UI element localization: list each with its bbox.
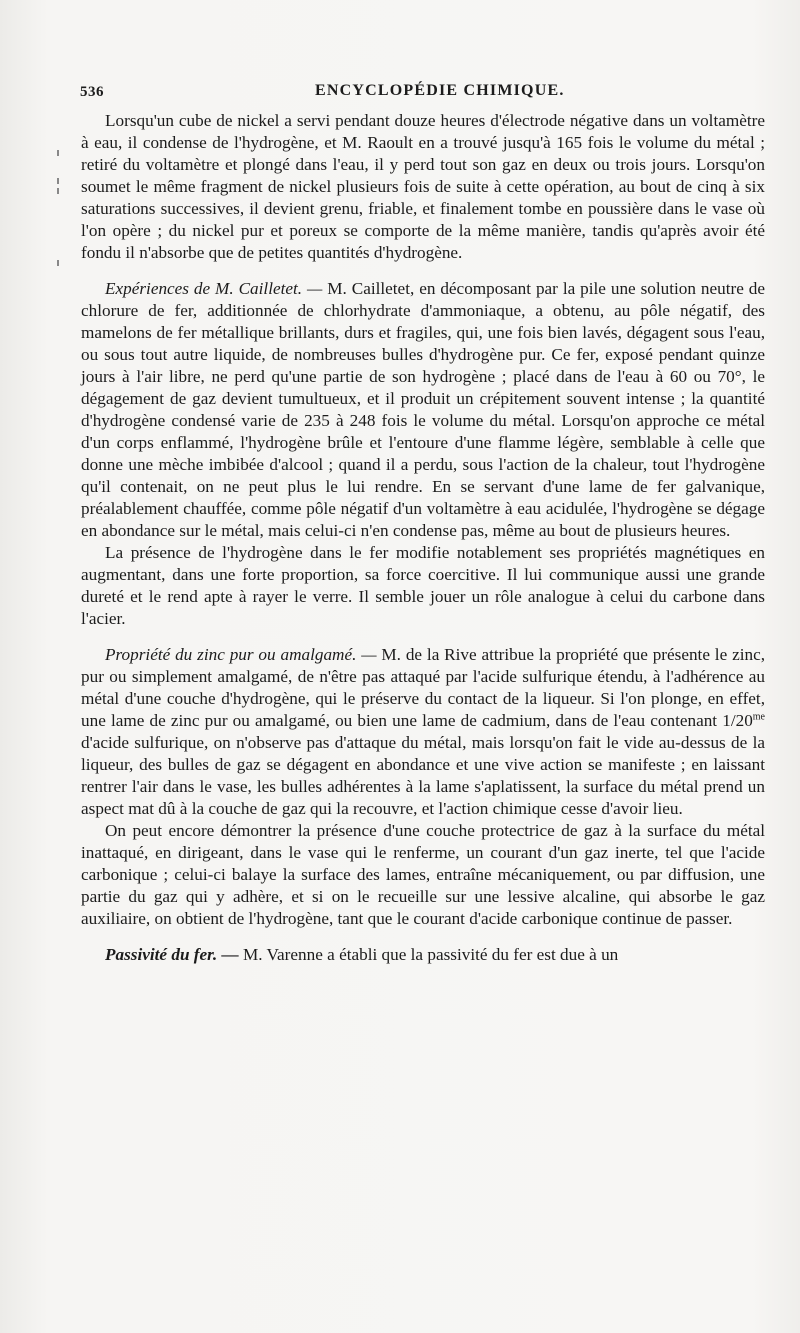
paragraph-cailletet — [81, 278, 765, 542]
margin-mark — [57, 188, 59, 194]
section-heading-cailletet: Expériences de M. Cailletet. — — [105, 279, 328, 298]
paragraph-magnetism — [81, 542, 765, 630]
page-body — [81, 110, 765, 966]
paragraph-text: On peut encore démontrer la présence d'une couche protectrice de gaz à la surface du métal inattaqué, en dirigeant, dans le vase qui le renferme, un courant d'un gaz inerte, tel que l'acide carbonique ; celui-ci balaye la surface des lames, entraîne mécaniquement, ou par diffusion, une partie du gaz qui y adhère, et si on le recueille sur une lessive alcaline, qui absorbe le gaz auxiliaire, on obtient de l'hydrogène, tant que le courant d'acide carbonique continue de passer. — [81, 821, 765, 928]
page-number: 536 — [80, 84, 104, 100]
paragraph-text: M. de la Rive attribue la propriété que présente le zinc, pur ou simplement amalgamé, de n'être pas attaqué par l'acide sulfurique étendu, à l'adhérence au métal d'une couche d'hydrogène, qui le préserve du contact de la liqueur. Si l'on plonge, en effet, une lame de zinc pur ou amalgamé, ou bien une lame de cadmium, dans de l'eau contenant 1/20 — [81, 645, 765, 730]
margin-mark — [57, 150, 59, 156]
paragraph-text-tail: d'acide sulfurique, on n'observe pas d'attaque du métal, mais lorsqu'on fait le vide au-dessus de la liqueur, des bulles de gaz se dégagent en abondance et une vive action se manifeste ; en laissant rentrer l'air dans le vase, les bulles adhérentes à la lame s'aplatissent, la surface du métal prend un aspect mat dû à la couche de gaz qui la recouvre, et l'action chimique cesse d'avoir lieu. — [81, 733, 765, 818]
paragraph-text: Lorsqu'un cube de nickel a servi pendant douze heures d'électrode négative dans un voltamètre à eau, il condense de l'hydrogène, et M. Raoult en a trouvé jusqu'à 165 fois le volume du métal ; retiré du voltamètre et plongé dans l'eau, il y perd tout son gaz en deux ou trois jours. Lorsqu'on soumet le même fragment de nickel plusieurs fois de suite à cette opération, au bout de cinq à six saturations successives, il devient grenu, friable, et finalement tombe en poussière dans le vase où l'on opère ; du nickel pur et poreux se comporte de la même manière, tandis qu'après avoir été fondu il n'absorbe que de petites quantités d'hydrogène. — [81, 111, 765, 262]
paragraph-passivity — [81, 944, 765, 966]
paragraph-text: M. Varenne a établi que la passivité du fer est due à un — [242, 945, 619, 964]
section-heading-passivity: Passivité du fer. — — [105, 945, 243, 964]
margin-mark — [57, 260, 59, 266]
margin-mark — [57, 178, 59, 184]
paragraph-protective-layer — [81, 820, 765, 930]
paragraph-text: La présence de l'hydrogène dans le fer modifie notablement ses propriétés magnétiques en augmentant, dans une forte proportion, sa force coercitive. Il lui communique aussi une grande dureté et le rend apte à rayer le verre. Il semble jouer un rôle analogue à celui du carbone dans l'acier. — [81, 543, 765, 628]
page-header — [80, 80, 770, 104]
paragraph-nickel — [81, 110, 765, 264]
section-heading-zinc: Propriété du zinc pur ou amalgamé. — — [105, 645, 382, 664]
paragraph-zinc — [81, 644, 765, 820]
paragraph-text: M. Cailletet, en décomposant par la pile une solution neutre de chlorure de fer, additionnée de chlorhydrate d'ammoniaque, a obtenu, au pôle négatif, des mamelons de fer métallique brillants, durs et fragiles, qui, une fois bien lavés, dégagent sous l'eau, ou sous tout autre liquide, de nombreuses bulles d'hydrogène pur. Ce fer, exposé pendant quinze jours à l'air libre, ne perd qu'une partie de son hydrogène ; placé dans de l'eau à 60 ou 70°, le dégagement de gaz devient tumultueux, et il produit un crépitement souvent intense ; la quantité d'hydrogène condensé varie de 235 à 248 fois le volume du métal. Lorsqu'on approche ce métal d'un corps enflammé, l'hydrogène brûle et l'entoure d'une flamme légère, semblable à celle que donne une mèche imbibée d'alcool ; quand il a perdu, sous l'action de la chaleur, tout l'hydrogène qu'il contenait, on ne peut plus le lui rendre. En se servant d'une lame de fer galvanique, préalablement chauffée, comme pôle négatif d'un voltamètre à eau acidulée, l'hydrogène se dégage en abondance sur le métal, mais celui-ci n'en condense pas, même au bout de plusieurs heures. — [81, 279, 766, 540]
running-title: ENCYCLOPÉDIE CHIMIQUE. — [315, 82, 565, 99]
superscript: me — [752, 711, 765, 723]
